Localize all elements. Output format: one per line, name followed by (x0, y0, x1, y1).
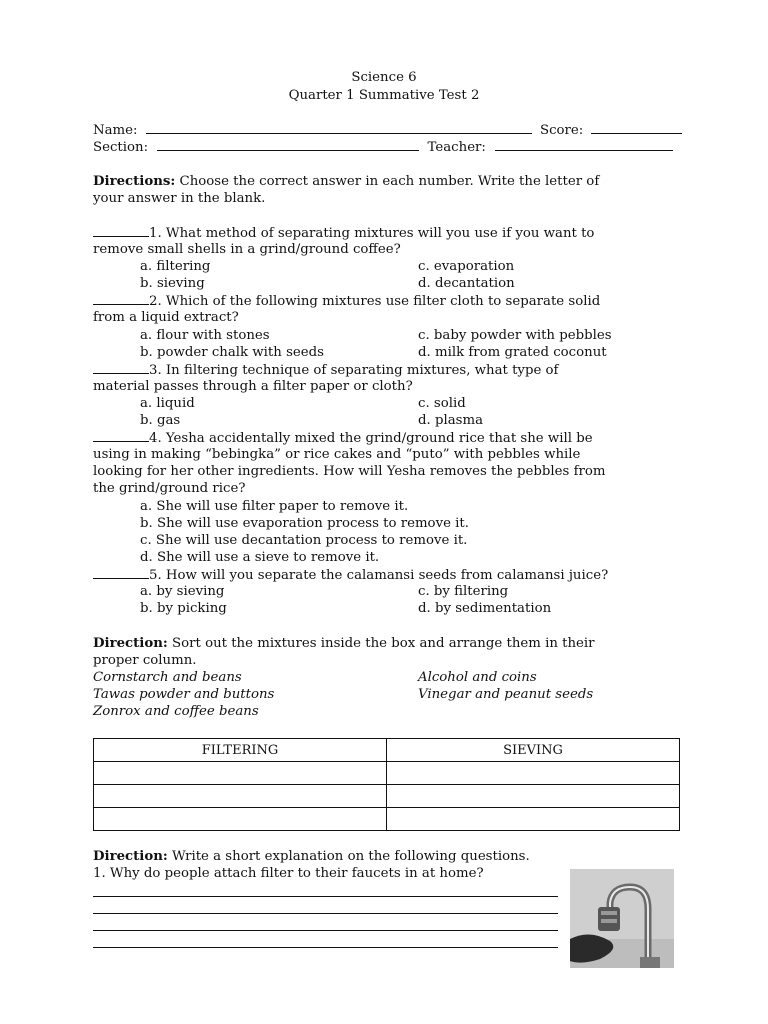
table-cell[interactable] (387, 762, 680, 785)
direction-label: Direction: (93, 849, 168, 864)
subject-title: Science 6 (351, 70, 417, 85)
choice-a: a. flour with stones (140, 328, 270, 343)
choice-a: a. filtering (140, 259, 211, 274)
directions-1-cont: your answer in the blank. (93, 191, 266, 206)
answer-blank-1[interactable] (93, 225, 149, 237)
mixture-item: Vinegar and peanut seeds (418, 687, 594, 702)
sorting-table (93, 738, 680, 831)
question-text: 5. How will you separate the calamansi seeds from calamansi juice? (149, 568, 609, 583)
table-cell[interactable] (387, 785, 680, 808)
name-row (93, 122, 682, 138)
score-blank[interactable] (591, 122, 682, 134)
answer-blank-4[interactable] (93, 430, 149, 442)
choice-c: c. solid (418, 396, 466, 411)
directions-2 (93, 636, 595, 651)
table-cell[interactable] (94, 762, 387, 785)
choice-d: d. She will use a sieve to remove it. (140, 550, 380, 565)
directions-text: Choose the correct answer in each number. Write the letter of (179, 174, 600, 189)
question-1 (93, 225, 594, 241)
question-text: remove small shells in a grind/ground coffee? (93, 242, 401, 257)
column-header-sieving: SIEVING (387, 739, 680, 762)
choice-b: b. gas (140, 413, 181, 428)
table-cell[interactable] (387, 808, 680, 831)
choice-b: b. powder chalk with seeds (140, 345, 324, 360)
section-blank[interactable] (157, 139, 419, 151)
question-4 (93, 430, 593, 446)
name-label: Name: (93, 123, 138, 138)
direction-label: Direction: (93, 636, 168, 651)
question-text: 2. Which of the following mixtures use filter cloth to separate solid (149, 294, 601, 309)
choice-a: a. liquid (140, 396, 195, 411)
question-text: 3. In filtering technique of separating mixtures, what type of (149, 363, 559, 378)
question-text: looking for her other ingredients. How will Yesha removes the pebbles from (93, 464, 606, 479)
choice-b: b. She will use evaporation process to remove it. (140, 516, 469, 531)
answer-blank-5[interactable] (93, 567, 149, 579)
faucet-filter-image (570, 869, 674, 968)
directions-1 (93, 174, 599, 189)
name-blank[interactable] (146, 122, 532, 134)
direction-text: Sort out the mixtures inside the box and arrange them in their (172, 636, 595, 651)
answer-line[interactable] (93, 913, 558, 914)
choice-d: d. plasma (418, 413, 484, 428)
answer-blank-3[interactable] (93, 362, 149, 374)
choice-d: d. by sedimentation (418, 601, 552, 616)
answer-line[interactable] (93, 947, 558, 948)
directions-3 (93, 849, 530, 864)
choice-c: c. by filtering (418, 584, 509, 599)
teacher-label: Teacher: (427, 140, 486, 155)
section-label: Section: (93, 140, 149, 155)
choice-c: c. baby powder with pebbles (418, 328, 612, 343)
answer-line[interactable] (93, 930, 558, 931)
choice-c: c. She will use decantation process to remove it. (140, 533, 468, 548)
choice-d: d. decantation (418, 276, 515, 291)
question-text: the grind/ground rice? (93, 481, 246, 496)
table-cell[interactable] (94, 785, 387, 808)
question-5 (93, 567, 608, 583)
mixture-item: Cornstarch and beans (93, 670, 242, 685)
score-label: Score: (540, 123, 584, 138)
faucet-icon (570, 869, 674, 968)
answer-line[interactable] (93, 896, 558, 897)
question-text: 4. Yesha accidentally mixed the grind/ground rice that she will be (149, 431, 593, 446)
direction-text: Write a short explanation on the following questions. (172, 849, 530, 864)
question-3 (93, 362, 558, 378)
question-text: using in making “bebingka” or rice cakes and “puto” with pebbles while (93, 447, 581, 462)
choice-d: d. milk from grated coconut (418, 345, 607, 360)
mixture-item: Alcohol and coins (418, 670, 537, 685)
answer-blank-2[interactable] (93, 293, 149, 305)
teacher-blank[interactable] (495, 139, 673, 151)
choice-a: a. She will use filter paper to remove it. (140, 499, 409, 514)
choice-c: c. evaporation (418, 259, 515, 274)
section-row (93, 139, 673, 155)
directions-label: Directions: (93, 174, 176, 189)
choice-a: a. by sieving (140, 584, 225, 599)
question-text: 1. What method of separating mixtures will you use if you want to (149, 226, 595, 241)
mixture-item: Tawas powder and buttons (93, 687, 275, 702)
test-title: Quarter 1 Summative Test 2 (288, 88, 480, 103)
choice-b: b. sieving (140, 276, 205, 291)
choice-b: b. by picking (140, 601, 227, 616)
mixture-item: Zonrox and coffee beans (93, 704, 259, 719)
question-2 (93, 293, 600, 309)
question-text: from a liquid extract? (93, 310, 239, 325)
question-text: material passes through a filter paper or cloth? (93, 379, 413, 394)
directions-2-cont: proper column. (93, 653, 197, 668)
table-cell[interactable] (94, 808, 387, 831)
explain-question-1: 1. Why do people attach filter to their faucets in at home? (93, 866, 484, 881)
column-header-filtering: FILTERING (94, 739, 387, 762)
